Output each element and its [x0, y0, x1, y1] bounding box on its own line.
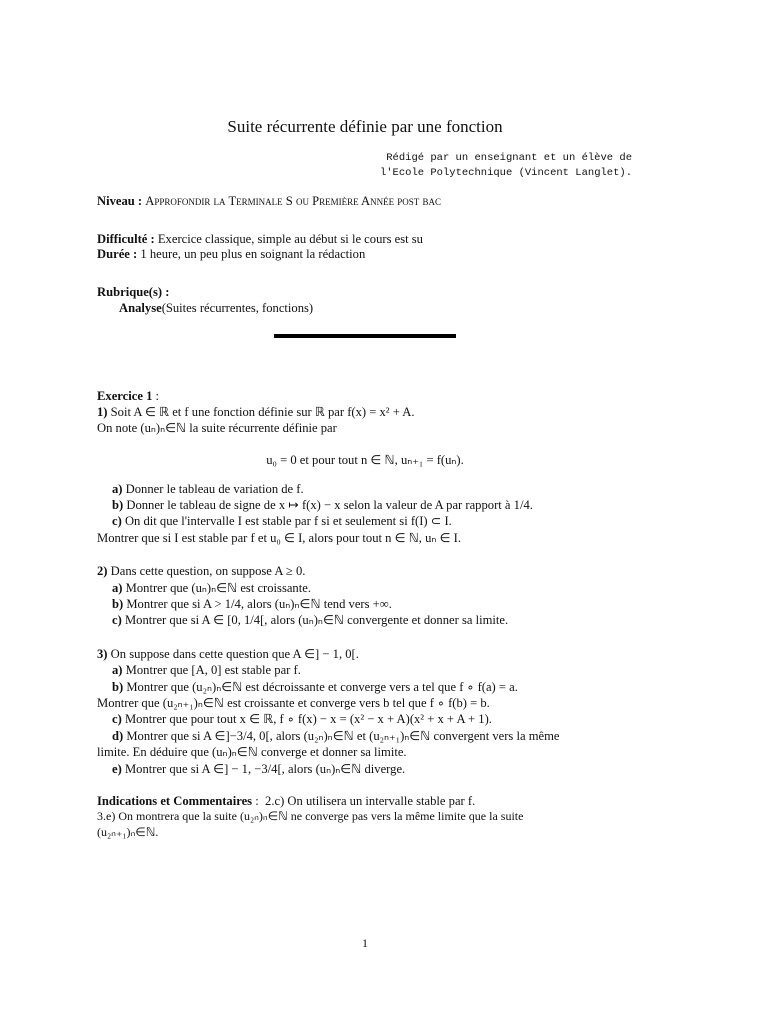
- q3-number: 3): [97, 647, 108, 661]
- q1-text: Soit A ∈ ℝ et f une fonction définie sur ℝ par f(x) = x² + A.: [110, 405, 415, 419]
- q3a-text: Montrer que [A, 0] est stable par f.: [125, 663, 301, 677]
- difficulte-line: [97, 231, 423, 247]
- duree-line: [97, 246, 365, 262]
- exercise-heading-colon: :: [152, 389, 160, 403]
- q3d-continued: limite. En déduire que (uₙ)ₙ∈ℕ converge et donner sa limite.: [97, 745, 407, 759]
- q1-formula: u₀ = 0 et pour tout n ∈ ℕ, uₙ₊₁ = f(uₙ).: [266, 453, 464, 467]
- q3b-text: Montrer que (u₂ₙ)ₙ∈ℕ est décroissante et converge vers a tel que f ∘ f(a) = a.: [126, 680, 518, 694]
- q1a: [112, 481, 304, 497]
- rubrique-bold: Analyse: [119, 301, 162, 315]
- q3-text: On suppose dans cette question que A ∈] − 1, 0[.: [110, 647, 359, 661]
- indications-colon: :: [252, 794, 259, 808]
- q2a-number: a): [112, 581, 123, 595]
- indications-line: [97, 793, 475, 809]
- author-credit: [380, 151, 632, 181]
- exercise-heading-text: Exercice 1: [97, 389, 153, 403]
- q3e-text: Montrer que si A ∈] − 1, −3/4[, alors (uₙ)ₙ∈ℕ diverge.: [124, 762, 406, 776]
- indication-3e: 3.e) On montrera que la suite (u₂ₙ)ₙ∈ℕ ne converge pas vers la même limite que la suite: [97, 809, 524, 823]
- question-2: [97, 563, 305, 579]
- indication-2c: 2.c) On utilisera un intervalle stable par f.: [265, 794, 476, 808]
- q3e: [112, 761, 405, 777]
- difficulte-label: Difficulté :: [97, 232, 155, 246]
- q1-number: 1): [97, 405, 108, 419]
- q2c-text: Montrer que si A ∈ [0, 1/4[, alors (uₙ)ₙ∈ℕ convergente et donner sa limite.: [124, 613, 509, 627]
- q1a-text: Donner le tableau de variation de f.: [125, 482, 304, 496]
- q3c: [112, 711, 492, 727]
- difficulte-value: Exercice classique, simple au début si le cours est su: [157, 232, 423, 246]
- rubrique-value: (Suites récurrentes, fonctions): [161, 301, 314, 315]
- author-line-1: Rédigé par un enseignant et un élève de: [386, 152, 632, 164]
- author-line-2: l'Ecole Polytechnique (Vincent Langlet).: [379, 167, 632, 179]
- q3d: [112, 728, 560, 744]
- q1-end: Montrer que si I est stable par f et u₀ ∈ I, alors pour tout n ∈ ℕ, uₙ ∈ I.: [97, 531, 462, 545]
- q3a: [112, 662, 301, 678]
- q2-number: 2): [97, 564, 108, 578]
- q2c-number: c): [112, 613, 122, 627]
- q3e-number: e): [112, 762, 122, 776]
- q1b-text: Donner le tableau de signe de x ↦ f(x) − x selon la valeur de A par rapport à 1/4.: [126, 498, 533, 512]
- page-number: 1: [362, 936, 368, 950]
- q3d-number: d): [112, 729, 124, 743]
- question-3: [97, 646, 359, 662]
- q1b-number: b): [112, 498, 124, 512]
- q2a: [112, 580, 311, 596]
- niveau-line: [97, 193, 441, 209]
- niveau-value: Approfondir la Terminale S ou Première Année post bac: [145, 194, 441, 208]
- q1a-number: a): [112, 482, 123, 496]
- q2b: [112, 596, 392, 612]
- rubrique-label: Rubrique(s) :: [97, 285, 170, 299]
- q1c: [112, 513, 452, 529]
- duree-label: Durée :: [97, 247, 138, 261]
- q3c-number: c): [112, 712, 122, 726]
- q1-note: On note (uₙ)ₙ∈ℕ la suite récurrente définie par: [97, 421, 337, 435]
- q3d-text: Montrer que si A ∈]−3/4, 0[, alors (u₂ₙ)ₙ∈ℕ et (u₂ₙ₊₁)ₙ∈ℕ convergent vers la même: [126, 729, 560, 743]
- q2b-text: Montrer que si A > 1/4, alors (uₙ)ₙ∈ℕ tend vers +∞.: [126, 597, 392, 611]
- exercise-heading: [97, 388, 159, 404]
- q1c-number: c): [112, 514, 122, 528]
- q3b-number: b): [112, 680, 124, 694]
- q1b: [112, 497, 533, 513]
- q3c-text: Montrer que pour tout x ∈ ℝ, f ∘ f(x) − x = (x² − x + A)(x² + x + A + 1).: [124, 712, 492, 726]
- document-title: Suite récurrente définie par une fonction: [227, 117, 503, 136]
- q2c: [112, 612, 508, 628]
- q2-text: Dans cette question, on suppose A ≥ 0.: [110, 564, 306, 578]
- rubrique-line: [97, 284, 169, 300]
- question-1: [97, 404, 415, 420]
- indication-3e-continued: (u₂ₙ₊₁)ₙ∈ℕ.: [97, 825, 159, 839]
- q3b: [112, 679, 518, 695]
- q2b-number: b): [112, 597, 124, 611]
- niveau-label: Niveau :: [97, 194, 143, 208]
- q3a-number: a): [112, 663, 123, 677]
- q2a-text: Montrer que (uₙ)ₙ∈ℕ est croissante.: [125, 581, 311, 595]
- rubrique-entry: [119, 300, 313, 316]
- indications-label: Indications et Commentaires: [97, 794, 253, 808]
- q3b-continued: Montrer que (u₂ₙ₊₁)ₙ∈ℕ est croissante et converge vers b tel que f ∘ f(b) = b.: [97, 696, 490, 710]
- duree-value: 1 heure, un peu plus en soignant la rédaction: [140, 247, 366, 261]
- q1c-text: On dit que l'intervalle I est stable par f si et seulement si f(I) ⊂ I.: [124, 514, 452, 528]
- separator-rule: [274, 334, 456, 338]
